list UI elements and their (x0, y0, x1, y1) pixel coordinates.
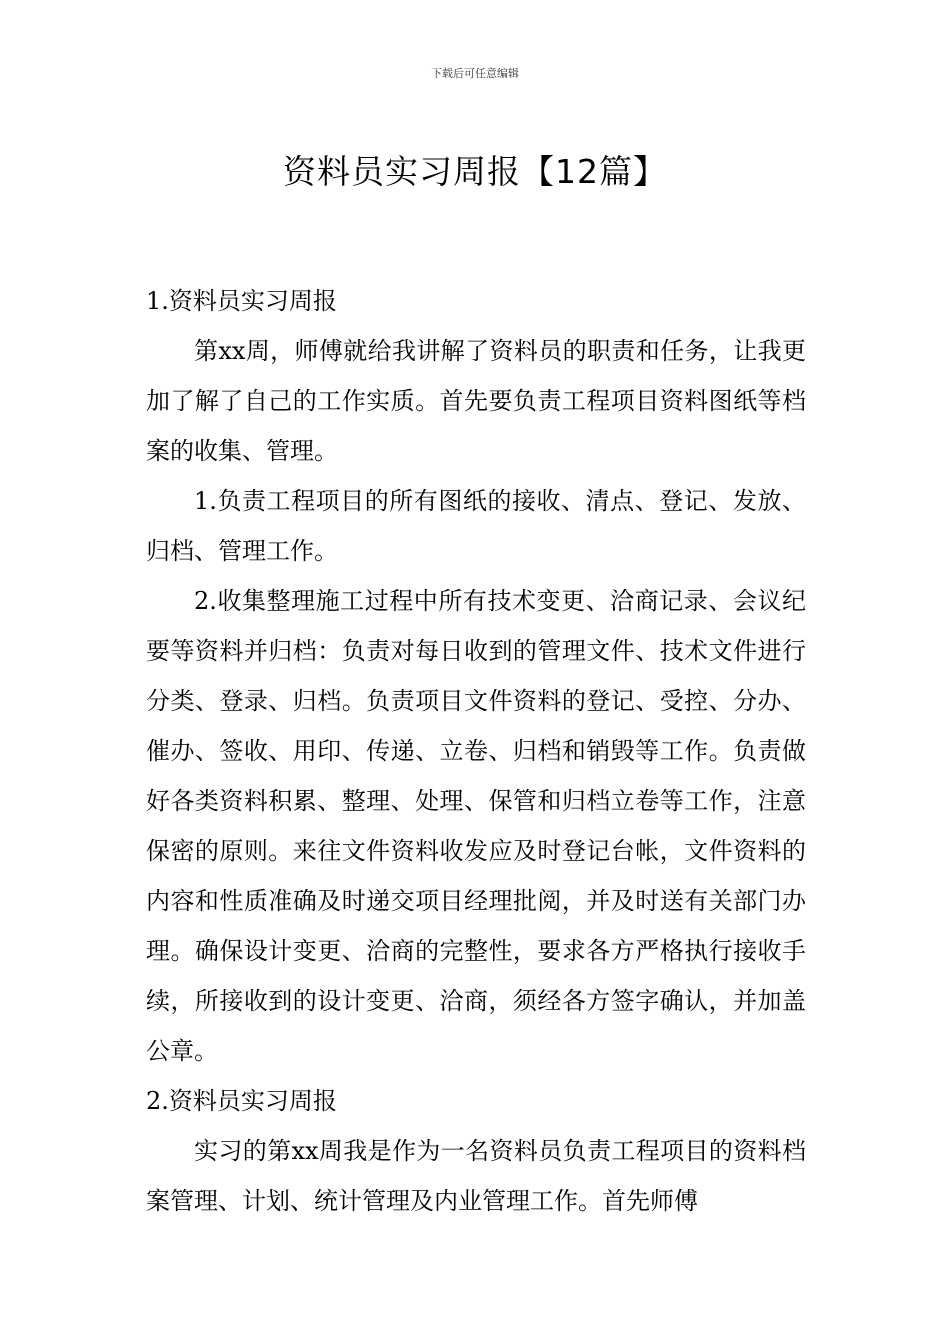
header-note: 下载后可任意编辑 (431, 67, 519, 80)
paragraph: 2.收集整理施工过程中所有技术变更、洽商记录、会议纪要等资料并归档：负责对每日收到的管理文件、技术文件进行分类、登录、归档。负责项目文件资料的登记、受控、分办、催办、签收、用印、传递、立卷、归档和销毁等工作。负责做好各类资料积累、整理、处理、保管和归档立卷等工作，注意保密的原则。来往文件资料收发应及时登记台帐，文件资料的内容和性质准确及时递交项目经理批阅，并及时送有关部门办理。确保设计变更、洽商的完整性，要求各方严格执行接收手续，所接收到的设计变更、洽商，须经各方签字确认，并加盖公章。 (146, 587, 806, 1065)
document-title: 资料员实习周报【12篇】 (283, 152, 667, 192)
document-body (146, 276, 806, 1226)
paragraph: 1.负责工程项目的所有图纸的接收、清点、登记、发放、归档、管理工作。 (146, 487, 806, 565)
section-1 (146, 276, 806, 1076)
paragraph: 实习的第xx周我是作为一名资料员负责工程项目的资料档案管理、计划、统计管理及内业管理工作。首先师傅 (146, 1137, 806, 1215)
section-2 (146, 1076, 806, 1226)
section-heading: 2.资料员实习周报 (146, 1087, 337, 1115)
paragraph: 第xx周，师傅就给我讲解了资料员的职责和任务，让我更加了解了自己的工作实质。首先要负责工程项目资料图纸等档案的收集、管理。 (146, 337, 806, 465)
section-heading: 1.资料员实习周报 (146, 287, 337, 315)
